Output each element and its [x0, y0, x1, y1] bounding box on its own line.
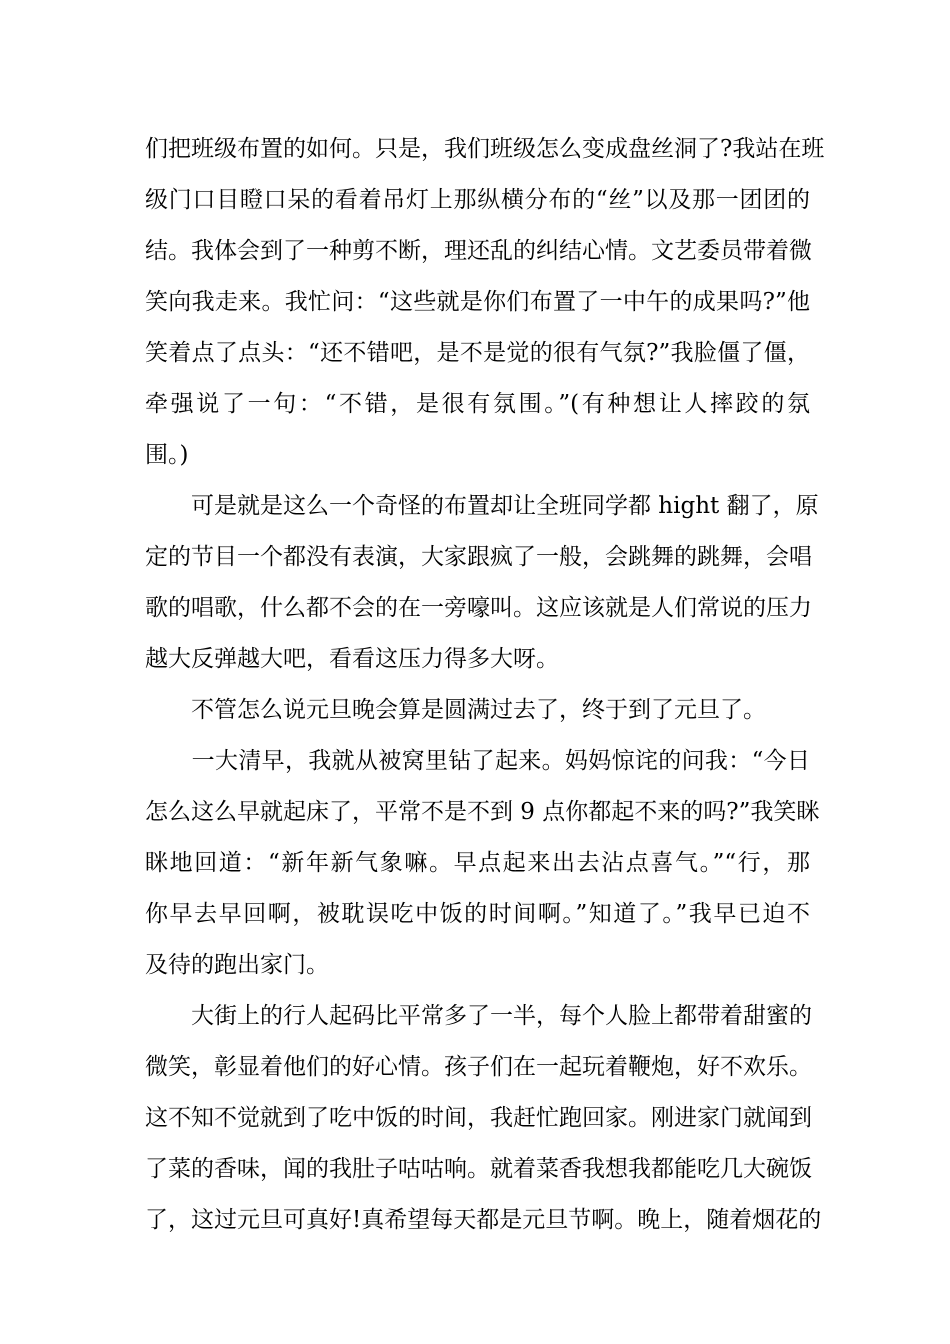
text-line-20: 这不知不觉就到了吃中饭的时间，我赶忙跑回家。刚进家门就闻到 [145, 1105, 812, 1131]
text-line-17: 及待的跑出家门。 [145, 952, 329, 978]
text-line-3: 结。我体会到了一种剪不断，理还乱的纠结心情。文艺委员带着微 [145, 238, 812, 264]
text-line-9: 定的节目一个都没有表演，大家跟疯了一般，会跳舞的跳舞，会唱 [145, 544, 812, 570]
text-line-19: 微笑，彰显着他们的好心情。孩子们在一起玩着鞭炮，好不欢乐。 [145, 1054, 812, 1080]
text-line-13: 一大清早，我就从被窝里钻了起来。妈妈惊诧的问我：“今日 [145, 748, 810, 774]
text-line-12: 不管怎么说元旦晚会算是圆满过去了，终于到了元旦了。 [145, 697, 766, 723]
text-line-22: 了，这过元旦可真好!真希望每天都是元旦节啊。晚上，随着烟花的 [145, 1207, 822, 1233]
body-text [145, 124, 825, 1246]
text-line-8: 可是就是这么一个奇怪的布置却让全班同学都 hight 翻了，原 [145, 493, 819, 519]
text-line-14: 怎么这么早就起床了，平常不是不到 9 点你都起不来的吗?”我笑眯 [145, 799, 820, 825]
text-line-11: 越大反弹越大吧，看看这压力得多大呀。 [145, 646, 559, 672]
text-line-1: 们把班级布置的如何。只是，我们班级怎么变成盘丝洞了?我站在班 [145, 136, 825, 162]
text-line-2: 级门口目瞪口呆的看着吊灯上那纵横分布的“丝”以及那一团团的 [145, 187, 810, 213]
text-line-7: 围。) [145, 442, 189, 468]
text-line-6: 牵强说了一句：“不错，是很有氛围。”(有种想让人摔跤的氛 [145, 391, 810, 417]
text-line-5: 笑着点了点头：“还不错吧，是不是觉的很有气氛?”我脸僵了僵， [145, 340, 810, 366]
text-line-15: 眯地回道：“新年新气象嘛。早点起来出去沾点喜气。”“行，那 [145, 850, 810, 876]
text-line-18: 大街上的行人起码比平常多了一半，每个人脸上都带着甜蜜的 [145, 1003, 812, 1029]
text-line-10: 歌的唱歌，什么都不会的在一旁嚎叫。这应该就是人们常说的压力 [145, 595, 812, 621]
text-line-21: 了菜的香味，闻的我肚子咕咕响。就着菜香我想我都能吃几大碗饭 [145, 1156, 812, 1182]
text-line-4: 笑向我走来。我忙问：“这些就是你们布置了一中午的成果吗?”他 [145, 289, 810, 315]
text-line-16: 你早去早回啊，被耽误吃中饭的时间啊。”知道了。”我早已迫不 [145, 901, 810, 927]
